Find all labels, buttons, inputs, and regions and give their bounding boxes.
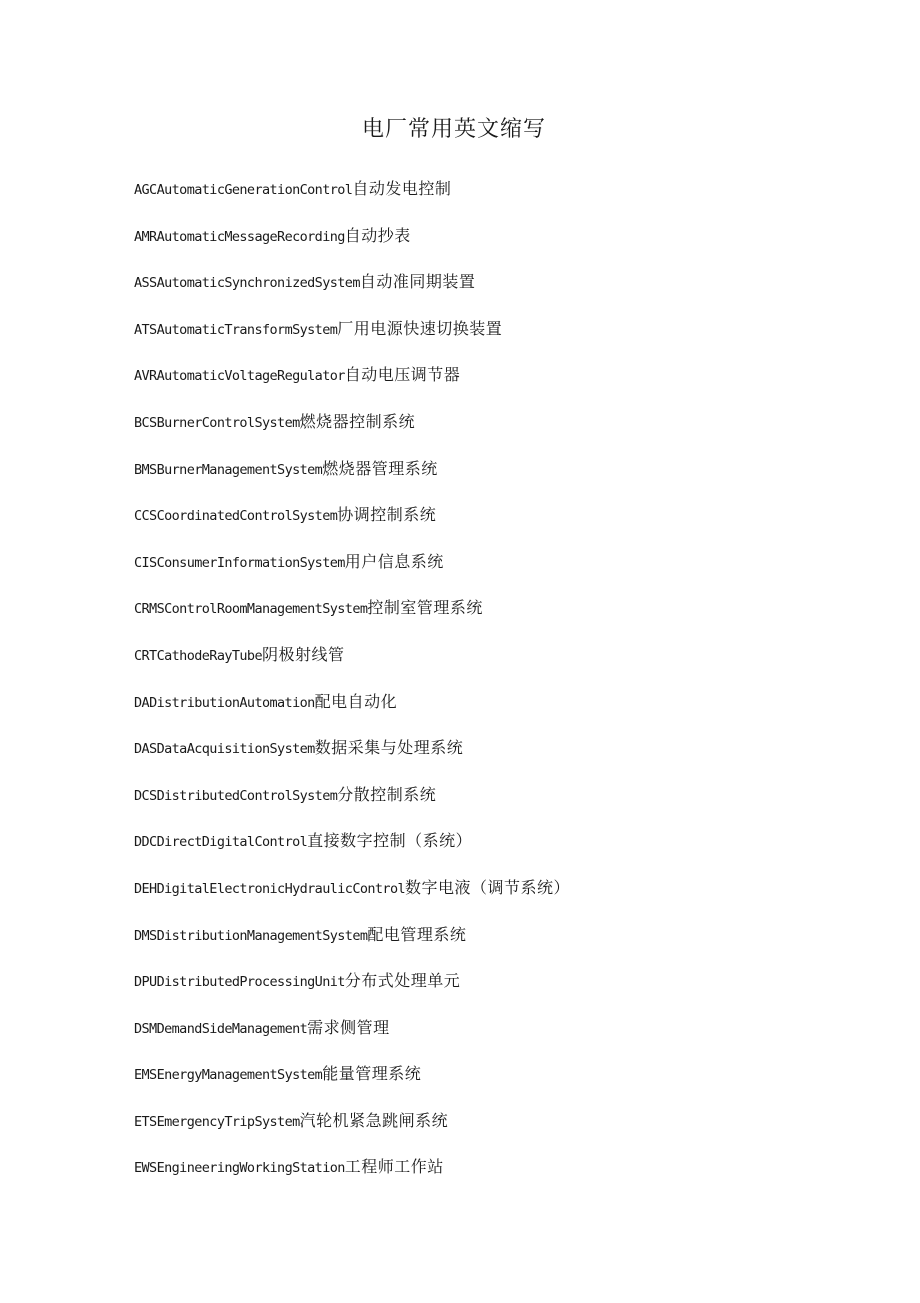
abbreviation-chinese-term: 阴极射线管 <box>261 644 345 664</box>
abbreviation-entry <box>134 1154 894 1201</box>
abbreviation-list <box>134 176 894 1201</box>
abbreviation-english-term: AutomaticSynchronizedSystem <box>156 275 360 292</box>
abbreviation-english-term: AutomaticGenerationControl <box>156 182 353 198</box>
abbreviation-entry <box>134 502 894 549</box>
abbreviation-chinese-term: 自动准同期装置 <box>359 272 476 292</box>
abbreviation-entry <box>134 1108 894 1155</box>
abbreviation-code: CCS <box>134 508 157 525</box>
abbreviation-english-term: DistributionManagementSystem <box>156 927 368 944</box>
abbreviation-chinese-term: 自动发电控制 <box>352 179 452 198</box>
abbreviation-chinese-term: 需求侧管理 <box>307 1017 390 1037</box>
abbreviation-english-term: DistributionAutomation <box>149 694 315 711</box>
abbreviation-chinese-term: 自动电压调节器 <box>344 365 461 385</box>
abbreviation-code: AMR <box>134 228 157 245</box>
abbreviation-chinese-term: 分散控制系统 <box>337 784 437 804</box>
abbreviation-code: ASS <box>134 275 157 292</box>
abbreviation-entry <box>134 1015 894 1062</box>
abbreviation-chinese-term: 用户信息系统 <box>344 551 444 571</box>
abbreviation-chinese-term: 自动抄表 <box>344 225 411 245</box>
abbreviation-entry <box>134 689 894 736</box>
abbreviation-english-term: AutomaticTransformSystem <box>156 321 338 338</box>
abbreviation-english-term: CoordinatedControlSystem <box>156 508 338 525</box>
abbreviation-code: DDC <box>134 834 157 851</box>
abbreviation-chinese-term: 厂用电源快速切换装置 <box>337 318 503 338</box>
abbreviation-code: DSM <box>134 1020 157 1037</box>
abbreviation-entry <box>134 595 894 642</box>
abbreviation-code: CRT <box>134 647 157 664</box>
abbreviation-code: AVR <box>134 368 157 385</box>
abbreviation-english-term: DistributedControlSystem <box>156 787 338 804</box>
abbreviation-code: BCS <box>134 414 157 431</box>
abbreviation-chinese-term: 直接数字控制（系统） <box>307 831 473 851</box>
abbreviation-entry <box>134 968 894 1015</box>
abbreviation-english-term: DataAcquisitionSystem <box>156 741 315 758</box>
abbreviation-entry <box>134 176 894 223</box>
abbreviation-code: CRMS <box>134 601 165 618</box>
abbreviation-english-term: AutomaticMessageRecording <box>156 228 345 245</box>
abbreviation-code: DA <box>134 694 150 711</box>
abbreviation-english-term: DistributedProcessingUnit <box>156 974 345 991</box>
abbreviation-code: EWS <box>134 1160 157 1177</box>
abbreviation-code: ATS <box>134 321 157 338</box>
abbreviation-code: BMS <box>134 461 157 478</box>
abbreviation-english-term: CathodeRayTube <box>156 647 262 664</box>
abbreviation-entry <box>134 875 894 922</box>
abbreviation-entry <box>134 549 894 596</box>
abbreviation-code: ETS <box>134 1113 157 1130</box>
abbreviation-code: DCS <box>134 787 157 804</box>
abbreviation-code: AGC <box>134 182 157 198</box>
abbreviation-english-term: AutomaticVoltageRegulator <box>156 368 345 385</box>
abbreviation-entry <box>134 735 894 782</box>
abbreviation-code: DAS <box>134 741 157 758</box>
abbreviation-chinese-term: 配电自动化 <box>314 691 398 711</box>
abbreviation-chinese-term: 数据采集与处理系统 <box>314 738 464 758</box>
abbreviation-chinese-term: 数字电液（调节系统） <box>405 877 571 897</box>
abbreviation-chinese-term: 燃烧器控制系统 <box>299 411 416 431</box>
abbreviation-chinese-term: 协调控制系统 <box>337 505 437 525</box>
abbreviation-entry <box>134 362 894 409</box>
abbreviation-entry <box>134 316 894 363</box>
document-title: 电厂常用英文缩写 <box>361 117 546 142</box>
abbreviation-chinese-term: 燃烧器管理系统 <box>322 458 438 478</box>
abbreviation-english-term: BurnerManagementSystem <box>156 461 323 478</box>
abbreviation-entry <box>134 922 894 969</box>
abbreviation-entry <box>134 269 894 316</box>
abbreviation-entry <box>134 223 894 270</box>
abbreviation-chinese-term: 配电管理系统 <box>367 924 467 944</box>
abbreviation-chinese-term: 汽轮机紧急跳闸系统 <box>299 1110 449 1130</box>
abbreviation-english-term: EmergencyTripSystem <box>156 1113 300 1130</box>
abbreviation-code: EMS <box>134 1067 157 1084</box>
abbreviation-code: DMS <box>134 927 157 944</box>
abbreviation-entry <box>134 1061 894 1108</box>
abbreviation-chinese-term: 能量管理系统 <box>322 1064 422 1084</box>
abbreviation-english-term: DigitalElectronicHydraulicControl <box>156 880 406 897</box>
abbreviation-english-term: EnergyManagementSystem <box>156 1067 323 1084</box>
abbreviation-code: DPU <box>134 974 157 991</box>
abbreviation-entry <box>134 456 894 503</box>
abbreviation-chinese-term: 工程师工作站 <box>344 1157 444 1177</box>
abbreviation-chinese-term: 控制室管理系统 <box>367 598 483 618</box>
abbreviation-chinese-term: 分布式处理单元 <box>344 971 461 991</box>
abbreviation-english-term: DirectDigitalControl <box>156 834 308 851</box>
abbreviation-code: DEH <box>134 880 157 897</box>
abbreviation-code: CIS <box>134 554 157 571</box>
abbreviation-english-term: ConsumerInformationSystem <box>156 554 345 571</box>
abbreviation-entry <box>134 782 894 829</box>
abbreviation-entry <box>134 642 894 689</box>
abbreviation-english-term: ControlRoomManagementSystem <box>164 601 368 618</box>
abbreviation-entry <box>134 828 894 875</box>
abbreviation-english-term: DemandSideManagement <box>156 1020 308 1037</box>
abbreviation-english-term: EngineeringWorkingStation <box>156 1160 345 1177</box>
abbreviation-entry <box>134 409 894 456</box>
abbreviation-english-term: BurnerControlSystem <box>156 414 300 431</box>
